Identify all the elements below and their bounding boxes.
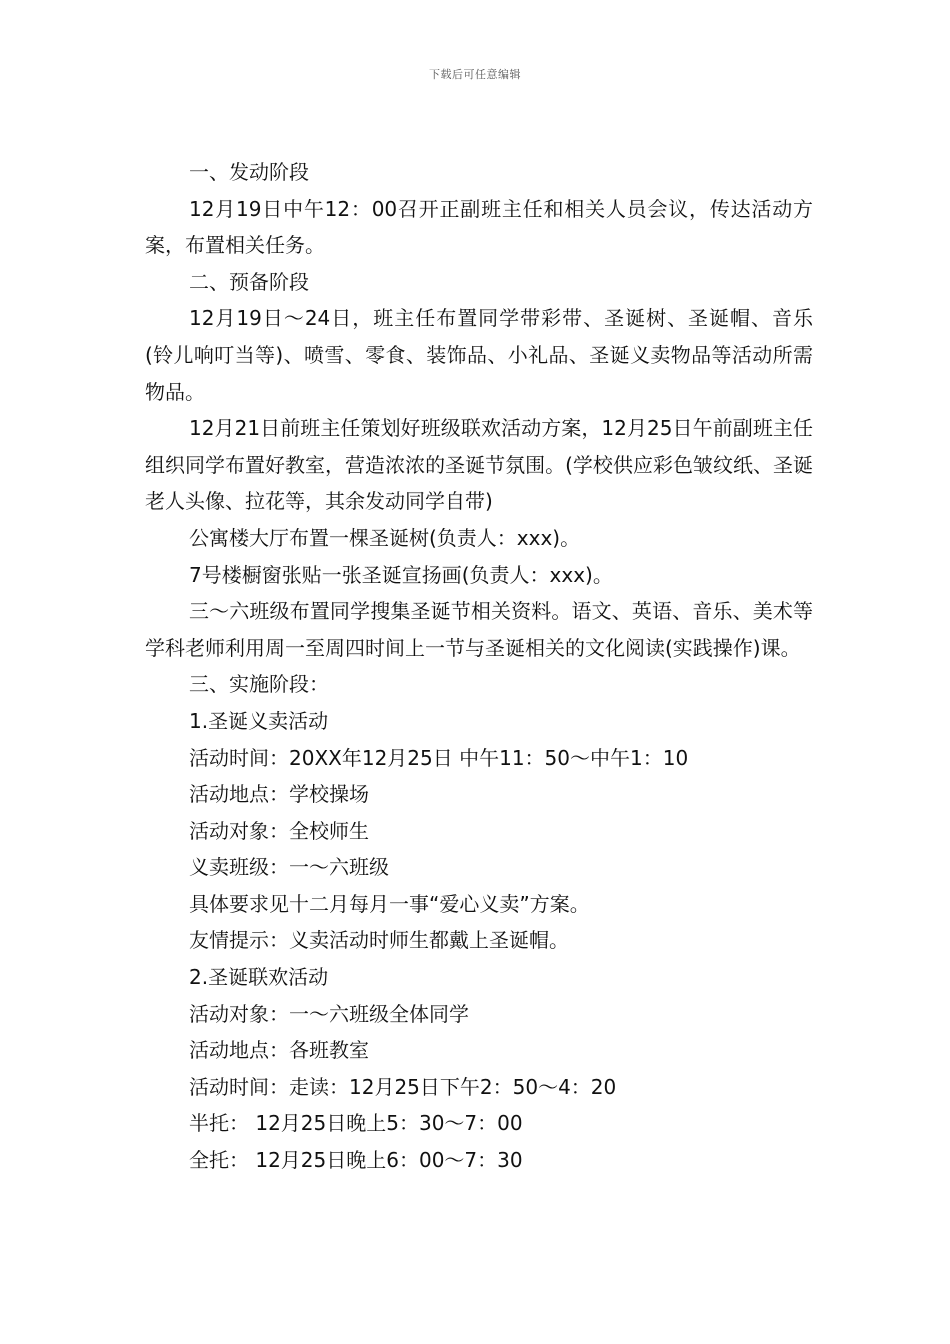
paragraph: 三～六班级布置同学搜集圣诞节相关资料。语文、英语、音乐、美术等学科老师利用周一至周四时间上一节与圣诞相关的文化阅读(实践操作)课。 <box>145 599 813 660</box>
paragraph: 活动时间：走读：12月25日下午2：50～4：20 <box>189 1074 617 1099</box>
paragraph: 活动时间：20XX年12月25日 中午11：50～中午1：10 <box>189 745 689 770</box>
paragraph: 活动对象：一～六班级全体同学 <box>189 1001 469 1026</box>
paragraph: 活动地点：各班教室 <box>189 1038 369 1063</box>
paragraph: 12月19日～24日，班主任布置同学带彩带、圣诞树、圣诞帽、音乐(铃儿响叮当等)、喷雪、零食、装饰品、小礼品、圣诞义卖物品等活动所需物品。 <box>145 306 813 404</box>
page-header: 下载后可任意编辑 <box>429 68 521 81</box>
paragraph: 12月21日前班主任策划好班级联欢活动方案，12月25日午前副班主任组织同学布置好教室，营造浓浓的圣诞节氛围。(学校供应彩色皱纹纸、圣诞老人头像、拉花等，其余发动同学自带) <box>145 416 813 514</box>
paragraph: 活动对象：全校师生 <box>189 818 369 843</box>
paragraph: 友情提示：义卖活动时师生都戴上圣诞帽。 <box>189 928 569 953</box>
paragraph: 12月19日中午12：00召开正副班主任和相关人员会议，传达活动方案，布置相关任务。 <box>145 196 813 258</box>
subsection-heading-party: 2.圣诞联欢活动 <box>189 965 329 990</box>
paragraph: 义卖班级：一～六班级 <box>189 855 389 880</box>
subsection-heading-charity-sale: 1.圣诞义卖活动 <box>189 708 329 733</box>
paragraph: 7号楼橱窗张贴一张圣诞宣扬画(负责人：xxx)。 <box>189 562 613 587</box>
paragraph: 公寓楼大厅布置一棵圣诞树(负责人：xxx)。 <box>189 525 581 550</box>
paragraph: 具体要求见十二月每月一事“爱心义卖”方案。 <box>189 891 590 916</box>
paragraph: 活动地点：学校操场 <box>189 782 369 807</box>
paragraph: 全托： 12月25日晚上6：00～7：30 <box>189 1148 523 1173</box>
paragraph: 半托： 12月25日晚上5：30～7：00 <box>189 1111 523 1136</box>
section-heading-mobilization: 一、发动阶段 <box>189 160 309 184</box>
section-heading-preparation: 二、预备阶段 <box>189 269 309 294</box>
section-heading-implementation: 三、实施阶段： <box>189 672 329 697</box>
document-body <box>145 154 813 1179</box>
